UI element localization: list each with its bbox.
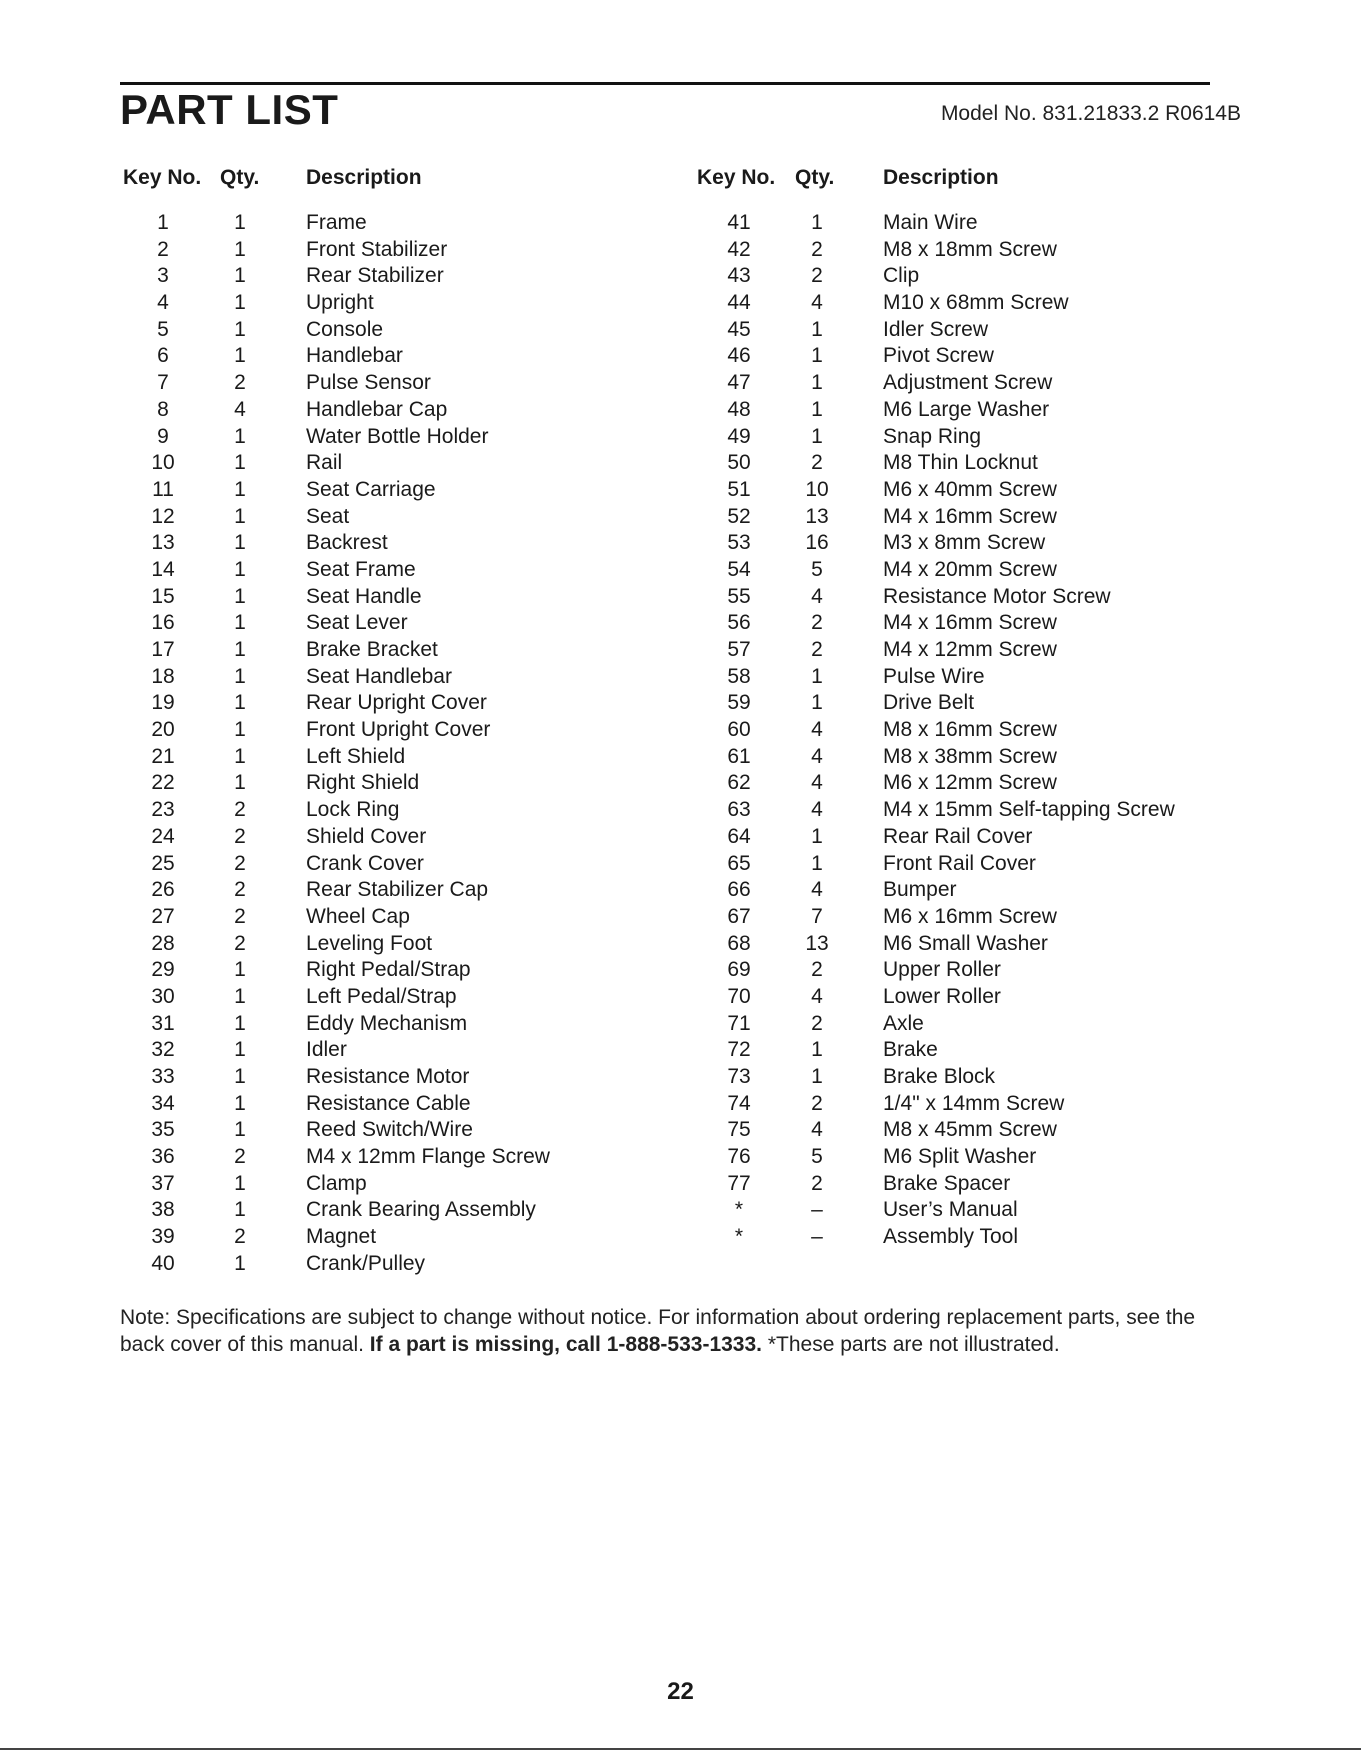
part-description: Rear Stabilizer Cap <box>306 878 489 902</box>
quantity: 1 <box>811 424 823 448</box>
quantity: 1 <box>811 824 823 848</box>
right-header-qty: Qty. <box>795 166 835 189</box>
part-description: M4 x 15mm Self-tapping Screw <box>883 798 1175 822</box>
part-description: Crank Cover <box>306 851 424 875</box>
part-description: Rail <box>306 451 343 475</box>
part-description: Wheel Cap <box>306 904 410 928</box>
quantity: 2 <box>234 904 246 928</box>
key-number: 25 <box>151 851 175 875</box>
part-description: M6 x 16mm Screw <box>883 904 1057 928</box>
quantity: 1 <box>811 317 823 341</box>
part-description: Crank/Pulley <box>306 1251 426 1275</box>
part-description: Upper Roller <box>883 958 1001 982</box>
part-description: M6 Small Washer <box>883 931 1048 955</box>
key-number: 59 <box>727 691 751 715</box>
part-description: Seat Carriage <box>306 477 436 501</box>
left-header-key-no: Key No. <box>123 166 202 189</box>
part-description: Brake Block <box>883 1065 996 1088</box>
quantity: 1 <box>234 211 246 234</box>
key-number: 39 <box>151 1225 175 1249</box>
quantity: 2 <box>811 1011 823 1035</box>
quantity: 1 <box>234 557 246 581</box>
part-description: M6 Large Washer <box>883 397 1050 421</box>
page-number: 22 <box>667 1678 694 1705</box>
key-number: 69 <box>727 958 751 982</box>
part-description: M4 x 16mm Screw <box>883 504 1057 528</box>
part-description: User’s Manual <box>883 1198 1018 1222</box>
key-number: 76 <box>727 1145 751 1169</box>
key-number: 26 <box>151 878 175 902</box>
key-number: 56 <box>727 611 751 635</box>
part-description: Adjustment Screw <box>883 371 1053 395</box>
quantity: 1 <box>811 397 823 421</box>
quantity: 1 <box>811 211 823 234</box>
part-description: Pulse Wire <box>883 664 985 688</box>
quantity: 1 <box>234 1198 246 1222</box>
key-number: 67 <box>727 904 751 928</box>
part-description: M4 x 16mm Screw <box>883 611 1057 635</box>
quantity: 2 <box>811 1091 823 1115</box>
part-description: Handlebar <box>306 344 403 368</box>
key-number: 5 <box>157 317 169 341</box>
header-rule <box>120 82 1210 85</box>
part-description: M8 x 45mm Screw <box>883 1118 1057 1142</box>
quantity: 10 <box>805 477 829 501</box>
key-number: 77 <box>727 1171 751 1195</box>
part-description: M6 x 40mm Screw <box>883 477 1057 501</box>
key-number: 45 <box>727 317 751 341</box>
part-description: Rear Stabilizer <box>306 264 444 288</box>
key-number: 57 <box>727 638 751 661</box>
part-description: Idler <box>306 1038 347 1062</box>
left-header-qty: Qty. <box>220 166 260 189</box>
part-description: M8 x 18mm Screw <box>883 237 1057 261</box>
quantity: 1 <box>234 1038 246 1062</box>
part-description: Rear Upright Cover <box>306 691 487 715</box>
quantity: 13 <box>805 931 829 955</box>
page-title: PART LIST <box>120 86 339 133</box>
key-number: 40 <box>151 1251 175 1275</box>
quantity: 1 <box>234 1065 246 1088</box>
key-number: 64 <box>727 824 751 848</box>
quantity: 4 <box>811 718 823 742</box>
key-number: * <box>734 1198 744 1222</box>
quantity: 1 <box>234 531 246 555</box>
key-number: 58 <box>727 664 751 688</box>
part-description: Reed Switch/Wire <box>306 1118 473 1142</box>
key-number: 29 <box>151 958 175 982</box>
key-number: 19 <box>151 691 175 715</box>
part-description: Brake Spacer <box>883 1171 1011 1195</box>
part-description: Brake <box>883 1038 938 1062</box>
quantity: 1 <box>234 317 246 341</box>
key-number: 72 <box>727 1038 751 1062</box>
key-number: 42 <box>727 237 751 261</box>
quantity: 1 <box>234 264 246 288</box>
quantity: 2 <box>811 264 823 288</box>
quantity: 4 <box>811 878 823 902</box>
quantity: 2 <box>811 611 823 635</box>
key-number: 33 <box>151 1065 175 1088</box>
part-description: Right Pedal/Strap <box>306 958 471 982</box>
key-number: 7 <box>157 371 169 395</box>
part-description: M3 x 8mm Screw <box>883 531 1046 555</box>
key-number: 22 <box>151 771 175 795</box>
part-description: Magnet <box>306 1225 377 1249</box>
quantity: 1 <box>234 718 246 742</box>
quantity: 5 <box>811 1145 823 1169</box>
quantity: 2 <box>234 371 246 395</box>
quantity: 1 <box>234 237 246 261</box>
quantity: 1 <box>234 744 246 768</box>
key-number: 46 <box>727 344 751 368</box>
key-number: 16 <box>151 611 175 635</box>
quantity: 1 <box>234 691 246 715</box>
part-description: M8 Thin Locknut <box>883 451 1038 475</box>
quantity: 1 <box>811 344 823 368</box>
quantity: 1 <box>811 1065 823 1088</box>
part-description: Handlebar Cap <box>306 397 448 421</box>
part-description: Left Pedal/Strap <box>306 984 457 1008</box>
part-description: Console <box>306 317 384 341</box>
quantity: 1 <box>234 424 246 448</box>
key-number: 73 <box>727 1065 751 1088</box>
part-description: Seat Frame <box>306 557 416 581</box>
quantity: 2 <box>234 824 246 848</box>
key-number: 23 <box>151 798 175 822</box>
quantity: 4 <box>811 1118 823 1142</box>
quantity: 1 <box>234 638 246 661</box>
quantity: 1 <box>234 1118 246 1142</box>
quantity: 1 <box>234 958 246 982</box>
quantity: 2 <box>234 878 246 902</box>
key-number: 21 <box>151 744 175 768</box>
part-description: Resistance Motor Screw <box>883 584 1111 608</box>
key-number: 28 <box>151 931 175 955</box>
part-description: Seat Handle <box>306 584 422 608</box>
part-description: Clip <box>883 264 920 288</box>
note-paragraph <box>120 1304 1220 1358</box>
key-number: 18 <box>151 664 175 688</box>
quantity: – <box>811 1198 823 1222</box>
part-description: Resistance Motor <box>306 1065 470 1088</box>
part-description: Seat <box>306 504 350 528</box>
key-number: 74 <box>727 1091 751 1115</box>
quantity: 2 <box>811 451 823 475</box>
note-text-start: Note: Specifications are subject to change without notice. For information about ordering replacement parts, see the back cover of this manual. <box>120 1306 1196 1356</box>
key-number: 75 <box>727 1118 751 1142</box>
key-number: 68 <box>727 931 751 955</box>
quantity: 4 <box>811 291 823 315</box>
quantity: 2 <box>234 851 246 875</box>
quantity: 13 <box>805 504 829 528</box>
part-description: Drive Belt <box>883 691 975 715</box>
part-description: Seat Lever <box>306 611 408 635</box>
quantity: 5 <box>811 557 823 581</box>
part-description: Left Shield <box>306 744 406 768</box>
key-number: 65 <box>727 851 751 875</box>
quantity: 1 <box>234 344 246 368</box>
part-description: Shield Cover <box>306 824 427 848</box>
key-number: 8 <box>157 397 169 421</box>
key-number: 62 <box>727 771 751 795</box>
quantity: 2 <box>811 1171 823 1195</box>
quantity: 2 <box>811 958 823 982</box>
quantity: 1 <box>811 664 823 688</box>
key-number: 37 <box>151 1171 175 1195</box>
part-description: Upright <box>306 291 374 315</box>
right-header-description: Description <box>883 166 999 189</box>
part-description: M6 Split Washer <box>883 1145 1037 1169</box>
note-text-end: *These parts are not illustrated. <box>762 1333 1060 1356</box>
quantity: 1 <box>811 1038 823 1062</box>
quantity: 4 <box>811 984 823 1008</box>
part-description: M4 x 12mm Screw <box>883 638 1057 661</box>
key-number: 15 <box>151 584 175 608</box>
quantity: 1 <box>234 611 246 635</box>
key-number: 70 <box>727 984 751 1008</box>
quantity: 1 <box>811 371 823 395</box>
part-description: Axle <box>883 1011 924 1035</box>
key-number: 50 <box>727 451 751 475</box>
part-description: Crank Bearing Assembly <box>306 1198 536 1222</box>
part-description: Lower Roller <box>883 984 1001 1008</box>
part-description: Resistance Cable <box>306 1091 471 1115</box>
key-number: 17 <box>151 638 175 661</box>
quantity: 1 <box>234 1011 246 1035</box>
key-number: 32 <box>151 1038 175 1062</box>
part-description: Pivot Screw <box>883 344 994 368</box>
quantity: 1 <box>234 984 246 1008</box>
quantity: 2 <box>811 638 823 661</box>
key-number: 11 <box>152 477 174 501</box>
quantity: 1 <box>234 1171 246 1195</box>
key-number: 9 <box>157 424 169 448</box>
key-number: 31 <box>151 1011 175 1035</box>
quantity: 2 <box>234 1225 246 1249</box>
quantity: 2 <box>234 798 246 822</box>
part-description: Pulse Sensor <box>306 371 431 395</box>
quantity: 16 <box>805 531 829 555</box>
part-description: Backrest <box>306 531 388 555</box>
key-number: 48 <box>727 397 751 421</box>
key-number: 66 <box>727 878 751 902</box>
part-description: Brake Bracket <box>306 638 438 661</box>
model-number: Model No. 831.21833.2 R0614B <box>940 102 1241 125</box>
key-number: 2 <box>157 237 169 261</box>
quantity: 2 <box>811 237 823 261</box>
quantity: 1 <box>811 851 823 875</box>
quantity: 1 <box>234 504 246 528</box>
part-description: Eddy Mechanism <box>306 1011 468 1035</box>
key-number: * <box>734 1225 744 1249</box>
key-number: 14 <box>151 557 175 581</box>
key-number: 38 <box>151 1198 175 1222</box>
key-number: 55 <box>727 584 751 608</box>
key-number: 34 <box>151 1091 175 1115</box>
quantity: 1 <box>234 477 246 501</box>
quantity: – <box>811 1225 823 1249</box>
key-number: 1 <box>157 211 169 234</box>
quantity: 1 <box>234 1251 246 1275</box>
key-number: 30 <box>151 984 175 1008</box>
key-number: 27 <box>151 904 175 928</box>
key-number: 6 <box>157 344 169 368</box>
key-number: 36 <box>151 1145 175 1169</box>
quantity: 4 <box>811 744 823 768</box>
quantity: 2 <box>234 1145 246 1169</box>
part-description: M10 x 68mm Screw <box>883 291 1069 315</box>
quantity: 1 <box>811 691 823 715</box>
part-description: M6 x 12mm Screw <box>883 771 1057 795</box>
part-description: Rear Rail Cover <box>883 824 1033 848</box>
part-description: M4 x 12mm Flange Screw <box>306 1145 550 1169</box>
part-description: Frame <box>306 211 367 234</box>
key-number: 10 <box>151 451 175 475</box>
footer-rule <box>0 1748 1361 1750</box>
quantity: 4 <box>811 798 823 822</box>
part-description: 1/4" x 14mm Screw <box>883 1091 1065 1115</box>
quantity: 4 <box>811 771 823 795</box>
key-number: 60 <box>727 718 751 742</box>
key-number: 54 <box>727 557 751 581</box>
part-description: M8 x 38mm Screw <box>883 744 1057 768</box>
quantity: 1 <box>234 664 246 688</box>
key-number: 44 <box>727 291 751 315</box>
quantity: 1 <box>234 1091 246 1115</box>
key-number: 52 <box>727 504 751 528</box>
right-header-key-no: Key No. <box>697 166 776 189</box>
key-number: 63 <box>727 798 751 822</box>
part-description: Snap Ring <box>883 424 982 448</box>
key-number: 20 <box>151 718 175 742</box>
part-description: Bumper <box>883 878 957 902</box>
quantity: 2 <box>234 931 246 955</box>
key-number: 12 <box>151 504 175 528</box>
quantity: 1 <box>234 291 246 315</box>
key-number: 43 <box>727 264 751 288</box>
left-header-description: Description <box>306 166 422 189</box>
key-number: 35 <box>151 1118 175 1142</box>
part-description: M4 x 20mm Screw <box>883 557 1057 581</box>
part-description: Idler Screw <box>883 317 989 341</box>
key-number: 47 <box>727 371 751 395</box>
quantity: 1 <box>234 451 246 475</box>
quantity: 4 <box>811 584 823 608</box>
key-number: 49 <box>727 424 751 448</box>
quantity: 1 <box>234 584 246 608</box>
key-number: 51 <box>727 477 751 501</box>
part-description: Clamp <box>306 1171 367 1195</box>
part-description: Assembly Tool <box>883 1225 1019 1249</box>
part-description: Water Bottle Holder <box>306 424 489 448</box>
key-number: 13 <box>151 531 175 555</box>
quantity: 1 <box>234 771 246 795</box>
part-description: Right Shield <box>306 771 420 795</box>
key-number: 61 <box>727 744 751 768</box>
key-number: 71 <box>727 1011 751 1035</box>
quantity: 4 <box>234 397 246 421</box>
part-description: Front Rail Cover <box>883 851 1036 875</box>
key-number: 4 <box>157 291 169 315</box>
key-number: 41 <box>727 211 751 234</box>
part-description: Seat Handlebar <box>306 664 452 688</box>
note-missing-part-callout: If a part is missing, call 1-888-533-1333. <box>369 1333 762 1356</box>
part-description: Main Wire <box>883 211 978 234</box>
part-description: Lock Ring <box>306 798 400 822</box>
part-description: M8 x 16mm Screw <box>883 718 1057 742</box>
part-description: Front Upright Cover <box>306 718 491 742</box>
part-description: Leveling Foot <box>306 931 433 955</box>
key-number: 3 <box>157 264 169 288</box>
key-number: 24 <box>151 824 175 848</box>
key-number: 53 <box>727 531 751 555</box>
quantity: 7 <box>811 904 823 928</box>
part-description: Front Stabilizer <box>306 237 448 261</box>
